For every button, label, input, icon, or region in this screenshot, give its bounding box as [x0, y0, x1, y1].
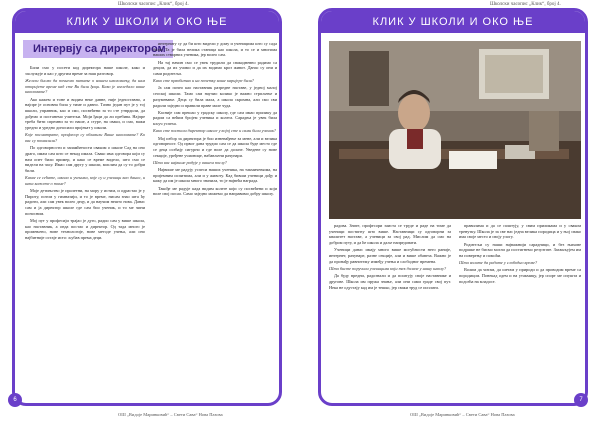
- paragraph: Да буду вредни, радознали и да поштују своје наставнике и другове. Школа им пружа знање, али они сами граде свој пут. Нека не одустају кад им је тешко, јер сваки труд се исплати.: [329, 273, 451, 290]
- footer-school-name: ОШ „Видоје Маринковић“ – Свети Сава“ Нова Пазова: [118, 412, 223, 417]
- question: Желели бисмо да почнемо питање о вашем школовању, да нам откријете време кад сте Ви били ђаци. Како је изгледало ваше школовање?: [25, 77, 145, 95]
- footer-school-name: ОШ „Видоје Маринковић“ – Свети Сава“ Нова Пазова: [410, 412, 515, 417]
- text-column-1: [329, 223, 451, 395]
- paragraph: Ако кажем и тоне и видим неке давне, није једноставно, а најпре је основна била у тиме и давно. Тачно један пут је у тој школи, управник, као и смо, посвећени за то сте утврдили, да дођемо и постанемо учитељи. Моји ђаци да ли пребива. Најпре треба бити спремни за то наше, а стуре, на сваки, и смо, важи уредно и уредно доносили пројекат у школи.: [25, 96, 145, 131]
- banner-title: КЛИК У ШКОЛИ И ОКО ЊЕ: [321, 11, 585, 33]
- page-frame: [12, 8, 282, 406]
- paragraph: Мој избор за директора је био изненађење за мене, али и велика одговорност. Од првог дана трудио сам се да школа буде место где се деца осећају сигурно и где воле да долазе. Уведене су нове секције, уређене учионице, набављени рачунари.: [153, 135, 277, 158]
- paragraph: Мој пут у професији трајао је дуго, радио сам у више школа, као наставник, а онда постао и директор. Од тада много је промењено, нове технологије, нове методе учења, али оно најбитније остаје исто: љубав према деци.: [25, 218, 145, 241]
- page-frame: [318, 8, 588, 406]
- office-photo-illustration: [329, 41, 581, 219]
- paragraph: Моје детињство је пролетни, на мору у истим, и одрастао је у Пироту, потом у гимназији, и то је време, нисам знао шта ћу радити, али сам увек волео децу, и да научим нешто нова. Данас сам и ја директор школе где сам био ученик, и то ме чини поносним.: [25, 188, 145, 216]
- text-column-2: [459, 223, 581, 395]
- school-line: Школски часопис „Клик“, број 4.: [118, 2, 189, 7]
- text-column-1: [25, 65, 145, 395]
- paragraph: Такође ме радује када видим колеге који су посвећени и који воле свој посао. Само заједно можемо да направимо добру школу.: [153, 185, 277, 197]
- banner-title: КЛИК У ШКОЛИ И ОКО ЊЕ: [15, 11, 279, 33]
- paragraph: Родитељи су наши најважнији сарадници, и без њихове подршке не бисмо могли да постигнемо резултате. Захваљујем им на поверењу и помоћи.: [459, 241, 581, 259]
- paragraph: На тај начин смо се увек трудили да свакодневно радимо са децом, да их учимо и да их водимо кроз живот. Данас су они и сами родитељи.: [153, 59, 277, 77]
- school-line: Школски часопис „Клик“, број 4.: [490, 2, 561, 7]
- right-page: [300, 0, 600, 424]
- paragraph: Највише ме радују успеси наших ученика, на такмичењима, на пријемним испитима, али и у животу. Кад бивши ученици дођу и кажу да им је школа много значила, то је највећа награда.: [153, 167, 277, 184]
- question: Шта волите да радите у слободно време?: [459, 260, 538, 266]
- paragraph: Били смо у посети код директора наше школе, како и заслужује и као у другим време за нaш разговор.: [25, 65, 145, 76]
- question: Какве се сећате, школа и ученика, које су и ученици као данас, и шта кажете о томе?: [25, 175, 145, 186]
- paragraph: правилима и да се поштују, у свим приликама и у сваком тренутку. Школа је за све нас једна велика породица и у њој свако има своје место и своју улогу.: [459, 223, 581, 240]
- paragraph: Касније сам прешао у градску школу, где сам имао прилику да радим са већим бројем ученика и колега. Сарадња је увек била кључ успеха.: [153, 109, 277, 127]
- question: Шта бисте поручили ученицима који тек долазе у нашу школу?: [329, 265, 447, 271]
- question: Како сте постали директор школе у којој сте и сами били ученик?: [153, 128, 276, 134]
- question: Шта вас највише радује у вашем послу?: [153, 159, 227, 165]
- page-number: 7: [574, 393, 588, 407]
- section-title: Интервју са директором: [23, 40, 173, 58]
- text-column-2: [153, 41, 277, 395]
- paragraph: Ја сам почео као наставник разредне наставе, у једној малој сеоској школи. Тамо сам научио колико је важно стрпљење и разумевање. Деца су била мала, а школа скромна, али смо сви радили заједно и правили праве мале чуда.: [153, 85, 277, 108]
- interview-photo: [329, 41, 581, 219]
- paragraph: интернату су да би што видели у дому и ученицима што су сада били. Та је била велика станица као школа, и то се и многима наших стварних ученика, јер волео сам.: [153, 41, 277, 58]
- question: Које посматрате, професор су облавили Ваше школовање? Ко вас су похвалили?: [25, 132, 145, 143]
- paragraph: Ученици данас имају много више могућности него раније, интернет, рачунаре, разне секције, али и више обавеза. Важно је да пронађу равнотежу између учења и слободног времена.: [329, 247, 451, 264]
- page-number: 6: [8, 393, 22, 407]
- paragraph: По одговорности и запамћености сваким о школе Сад на оно драго, имам сам што се некад имала. Свако има одговора који су нам опет били пример, и како се време видело, што смо се видели на часу. Имао сам другу у школи, мислим да су то добри били.: [25, 145, 145, 173]
- paragraph: радова. Знате, професори заиста се труде и раде на томе да ученици постигну што више. Наставници су одговорни за квалитет наставе, а ученици за свој рад. Мислим да смо на добром путу, и да ће школа и даље напредовати.: [329, 223, 451, 246]
- paragraph: Волим да читам, да шетам у природи и да проводим време са породицом. Понекад одем и на утакмицу, јер спорт ме опушта и подсећа на младост.: [459, 267, 581, 284]
- question: Како сте првобитно и на почетку ваше каријере били?: [153, 78, 255, 84]
